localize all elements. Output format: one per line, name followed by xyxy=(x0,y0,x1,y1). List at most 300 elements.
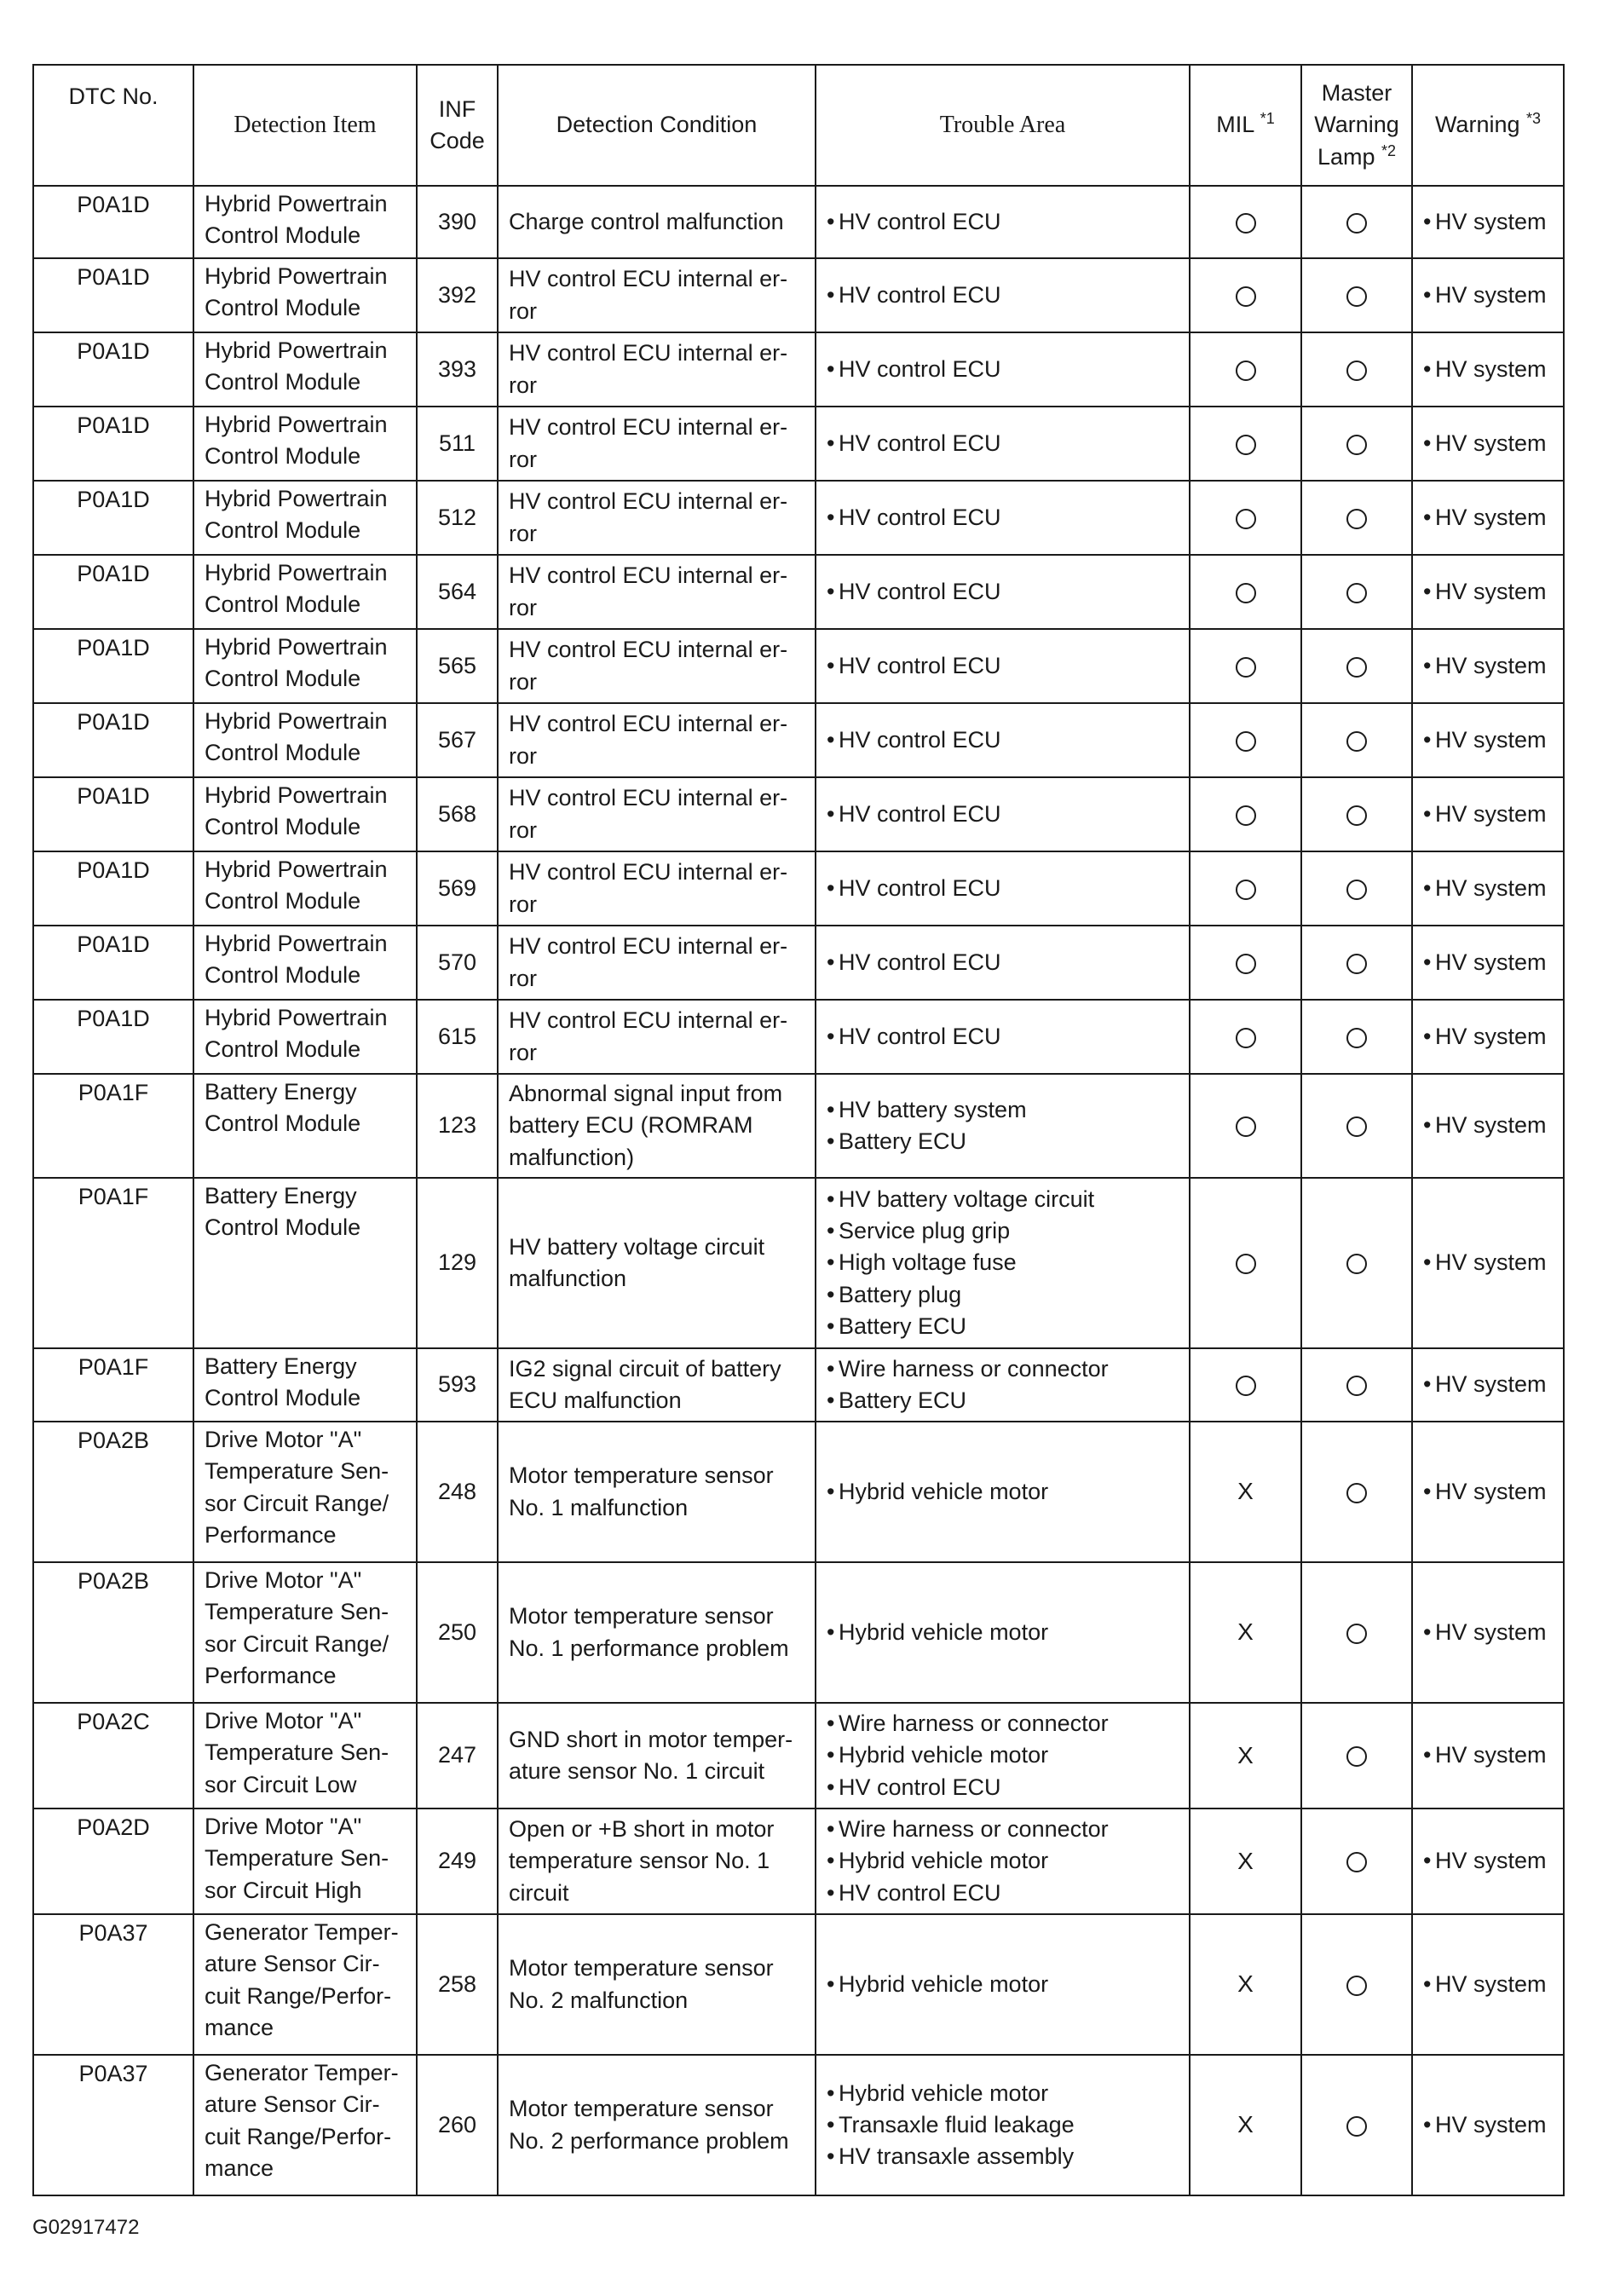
circle-mark-icon xyxy=(1346,880,1367,900)
warning-item: • HV system xyxy=(1423,1247,1556,1278)
trouble-area-cell xyxy=(816,2055,1190,2195)
mil-cell xyxy=(1190,2055,1301,2195)
condition-line: ror xyxy=(509,742,537,769)
condition-line: HV control ECU internal er- xyxy=(509,562,788,589)
detection-item-line: Drive Motor "A" xyxy=(205,1567,362,1593)
detection-item-line: sor Circuit Range/ xyxy=(205,1630,389,1657)
mil-cell xyxy=(1190,258,1301,332)
warning-cell xyxy=(1412,1178,1564,1348)
warning-cell xyxy=(1412,1703,1564,1809)
detection-item-cell xyxy=(193,1178,417,1348)
document-code: G02917472 xyxy=(32,2216,140,2239)
trouble-area-cell xyxy=(816,407,1190,481)
detection-item-cell xyxy=(193,851,417,926)
trouble-area-cell xyxy=(816,629,1190,703)
warning-item: • HV system xyxy=(1423,1369,1556,1400)
circle-mark-icon xyxy=(1346,2116,1367,2137)
trouble-area-item: • HV control ECU xyxy=(827,428,1182,459)
circle-mark-icon xyxy=(1236,509,1256,529)
inf-code-cell: 564 xyxy=(417,555,498,629)
header-master-warning-lamp: Master Warning Lamp $^{*2}$ xyxy=(1301,65,1412,186)
condition-line: ror xyxy=(509,816,537,843)
detection-item-line: Control Module xyxy=(205,369,361,395)
warning-item: • HV system xyxy=(1423,1969,1556,2000)
trouble-area-cell xyxy=(816,1809,1190,1914)
condition-line: No. 2 performance problem xyxy=(509,2127,789,2154)
trouble-area-item: • HV control ECU xyxy=(827,650,1182,682)
warning-item: • HV system xyxy=(1423,502,1556,534)
dtc-number-cell: P0A37 xyxy=(33,2055,193,2195)
warning-cell xyxy=(1412,407,1564,481)
condition-line: HV control ECU internal er- xyxy=(509,711,788,737)
warning-cell xyxy=(1412,1422,1564,1562)
warning-cell xyxy=(1412,851,1564,926)
inf-code-cell: 258 xyxy=(417,1914,498,2055)
table-row xyxy=(33,629,1564,703)
detection-condition-cell xyxy=(498,1178,816,1348)
trouble-area-cell xyxy=(816,703,1190,777)
trouble-area-item: • HV battery voltage circuit xyxy=(827,1184,1182,1215)
table-row xyxy=(33,1703,1564,1809)
trouble-area-cell xyxy=(816,1074,1190,1178)
condition-line: HV control ECU internal er- xyxy=(509,933,788,960)
table-row xyxy=(33,851,1564,926)
warning-item: • HV system xyxy=(1423,1739,1556,1771)
detection-item-line: Hybrid Powertrain xyxy=(205,782,388,808)
dtc-number-cell: P0A1D xyxy=(33,629,193,703)
detection-item-cell xyxy=(193,1422,417,1562)
master-warning-lamp-cell xyxy=(1301,1074,1412,1178)
inf-code-cell: 569 xyxy=(417,851,498,926)
detection-item-cell xyxy=(193,629,417,703)
dtc-number-cell: P0A1D xyxy=(33,851,193,926)
detection-item-cell xyxy=(193,1562,417,1703)
mil-cell xyxy=(1190,1000,1301,1074)
detection-item-line: cuit Range/Perfor- xyxy=(205,2123,392,2149)
detection-item-line: Hybrid Powertrain xyxy=(205,857,388,882)
trouble-area-item: • High voltage fuse xyxy=(827,1247,1182,1278)
mil-cell xyxy=(1190,703,1301,777)
detection-item-line: mance xyxy=(205,2014,274,2040)
trouble-area-item: • Hybrid vehicle motor xyxy=(827,1969,1182,2000)
condition-line: ECU malfunction xyxy=(509,1387,682,1413)
circle-mark-icon xyxy=(1236,435,1256,455)
mil-cell xyxy=(1190,186,1301,258)
master-warning-lamp-cell xyxy=(1301,629,1412,703)
master-warning-lamp-cell xyxy=(1301,481,1412,555)
circle-mark-icon xyxy=(1236,213,1256,234)
detection-item-line: Control Module xyxy=(205,295,361,321)
dtc-number-cell: P0A2B xyxy=(33,1422,193,1562)
detection-item-line: Generator Temper- xyxy=(205,2060,399,2085)
trouble-area-item: • HV control ECU xyxy=(827,502,1182,534)
warning-item: • HV system xyxy=(1423,206,1556,238)
x-mark: X xyxy=(1237,1741,1254,1768)
trouble-area-item: • HV control ECU xyxy=(827,354,1182,385)
mil-cell xyxy=(1190,1178,1301,1348)
condition-line: No. 1 malfunction xyxy=(509,1494,689,1520)
dtc-number-cell: P0A1D xyxy=(33,481,193,555)
trouble-area-item: • Hybrid vehicle motor xyxy=(827,1845,1182,1877)
dtc-number-cell: P0A2D xyxy=(33,1809,193,1914)
trouble-area-cell xyxy=(816,851,1190,926)
mil-cell xyxy=(1190,1562,1301,1703)
header-inf-code: INF Code xyxy=(417,65,498,186)
detection-condition-cell xyxy=(498,186,816,258)
mil-cell xyxy=(1190,555,1301,629)
inf-code-cell: 249 xyxy=(417,1809,498,1914)
trouble-area-cell xyxy=(816,258,1190,332)
circle-mark-icon xyxy=(1236,361,1256,381)
master-warning-lamp-cell xyxy=(1301,1348,1412,1422)
warning-item: • HV system xyxy=(1423,576,1556,608)
x-mark: X xyxy=(1237,1618,1254,1646)
mil-cell xyxy=(1190,481,1301,555)
detection-item-line: Control Module xyxy=(205,962,361,989)
detection-item-line: Control Module xyxy=(205,814,361,840)
warning-item: • HV system xyxy=(1423,280,1556,311)
table-header xyxy=(33,65,1564,186)
detection-item-line: Generator Temper- xyxy=(205,1919,399,1945)
mil-cell xyxy=(1190,629,1301,703)
trouble-area-cell xyxy=(816,1000,1190,1074)
circle-mark-icon xyxy=(1346,213,1367,234)
trouble-area-cell xyxy=(816,777,1190,851)
inf-code-cell: 123 xyxy=(417,1074,498,1178)
mil-cell xyxy=(1190,407,1301,481)
detection-condition-cell xyxy=(498,332,816,407)
table-row xyxy=(33,1074,1564,1178)
condition-line: HV control ECU internal er- xyxy=(509,488,788,515)
condition-line: HV control ECU internal er- xyxy=(509,637,788,663)
circle-mark-icon xyxy=(1236,286,1256,307)
condition-line: GND short in motor temper- xyxy=(509,1726,793,1752)
trouble-area-cell xyxy=(816,555,1190,629)
master-warning-lamp-cell xyxy=(1301,1178,1412,1348)
trouble-area-cell xyxy=(816,1562,1190,1703)
condition-line: ature sensor No. 1 circuit xyxy=(509,1758,765,1784)
condition-line: malfunction) xyxy=(509,1144,635,1170)
inf-code-cell: 393 xyxy=(417,332,498,407)
trouble-area-item: • Wire harness or connector xyxy=(827,1353,1182,1385)
trouble-area-cell xyxy=(816,1178,1190,1348)
trouble-area-cell xyxy=(816,1422,1190,1562)
condition-line: Motor temperature sensor xyxy=(509,1603,774,1630)
trouble-area-item: • HV control ECU xyxy=(827,1021,1182,1053)
detection-condition-cell xyxy=(498,851,816,926)
detection-item-cell xyxy=(193,703,417,777)
table-row xyxy=(33,2055,1564,2195)
mil-cell xyxy=(1190,1348,1301,1422)
circle-mark-icon xyxy=(1346,1976,1367,1996)
dtc-number-cell: P0A1D xyxy=(33,258,193,332)
circle-mark-icon xyxy=(1346,1116,1367,1137)
detection-item-cell xyxy=(193,1914,417,2055)
detection-item-line: Control Module xyxy=(205,666,361,692)
master-warning-lamp-cell xyxy=(1301,407,1412,481)
x-mark: X xyxy=(1237,1847,1254,1874)
table-row xyxy=(33,1000,1564,1074)
detection-condition-cell xyxy=(498,1914,816,2055)
table-row xyxy=(33,1914,1564,2055)
table-row xyxy=(33,703,1564,777)
detection-item-line: Performance xyxy=(205,1662,337,1688)
warning-cell xyxy=(1412,481,1564,555)
inf-code-cell: 512 xyxy=(417,481,498,555)
detection-item-line: Performance xyxy=(205,1521,337,1548)
table-row xyxy=(33,407,1564,481)
dtc-number-cell: P0A1D xyxy=(33,555,193,629)
trouble-area-item: • Battery ECU xyxy=(827,1311,1182,1342)
detection-item-cell xyxy=(193,186,417,258)
master-warning-lamp-cell xyxy=(1301,1422,1412,1562)
warning-cell xyxy=(1412,926,1564,1000)
detection-item-line: cuit Range/Perfor- xyxy=(205,1982,392,2009)
trouble-area-cell xyxy=(816,1348,1190,1422)
table-row xyxy=(33,258,1564,332)
trouble-area-item: • Service plug grip xyxy=(827,1215,1182,1247)
detection-item-line: ature Sensor Cir- xyxy=(205,1951,380,1977)
detection-item-line: Hybrid Powertrain xyxy=(205,263,388,289)
trouble-area-cell xyxy=(816,186,1190,258)
detection-item-line: Temperature Sen- xyxy=(205,1739,389,1766)
circle-mark-icon xyxy=(1346,1483,1367,1503)
table-body xyxy=(33,186,1564,2195)
table-row xyxy=(33,1348,1564,1422)
detection-item-line: sor Circuit Low xyxy=(205,1771,357,1797)
detection-condition-cell xyxy=(498,1809,816,1914)
master-warning-lamp-cell xyxy=(1301,332,1412,407)
circle-mark-icon xyxy=(1236,880,1256,900)
condition-line: HV control ECU internal er- xyxy=(509,1007,788,1034)
circle-mark-icon xyxy=(1346,657,1367,678)
x-mark: X xyxy=(1237,1478,1254,1505)
circle-mark-icon xyxy=(1236,657,1256,678)
condition-line: HV control ECU internal er- xyxy=(509,340,788,366)
condition-line: Charge control malfunction xyxy=(509,208,784,234)
detection-item-line: Hybrid Powertrain xyxy=(205,1005,388,1030)
warning-item: • HV system xyxy=(1423,724,1556,756)
circle-mark-icon xyxy=(1346,361,1367,381)
detection-item-line: Hybrid Powertrain xyxy=(205,486,388,511)
dtc-number-cell: P0A2C xyxy=(33,1703,193,1809)
inf-code-cell: 250 xyxy=(417,1562,498,1703)
table-row xyxy=(33,481,1564,555)
header-detection-item: Detection Item xyxy=(193,65,417,186)
dtc-number-cell: P0A1D xyxy=(33,407,193,481)
master-warning-lamp-cell xyxy=(1301,1809,1412,1914)
detection-item-line: Control Module xyxy=(205,1036,361,1063)
detection-item-line: Battery Energy xyxy=(205,1183,357,1209)
detection-condition-cell xyxy=(498,481,816,555)
mwl-footnote: *2 xyxy=(1381,141,1397,159)
inf-code-cell: 392 xyxy=(417,258,498,332)
trouble-area-item: • HV battery system xyxy=(827,1094,1182,1126)
circle-mark-icon xyxy=(1236,1028,1256,1048)
table-row xyxy=(33,555,1564,629)
circle-mark-icon xyxy=(1346,1376,1367,1396)
circle-mark-icon xyxy=(1346,509,1367,529)
inf-code-cell: 247 xyxy=(417,1703,498,1809)
trouble-area-item: • Hybrid vehicle motor xyxy=(827,1476,1182,1508)
inf-code-cell: 570 xyxy=(417,926,498,1000)
detection-item-line: Control Module xyxy=(205,591,361,618)
dtc-number-cell: P0A1D xyxy=(33,332,193,407)
warning-cell xyxy=(1412,1000,1564,1074)
warning-cell xyxy=(1412,1074,1564,1178)
trouble-area-item: • HV control ECU xyxy=(827,873,1182,904)
table-row xyxy=(33,926,1564,1000)
detection-condition-cell xyxy=(498,407,816,481)
dtc-number-cell: P0A37 xyxy=(33,1914,193,2055)
master-warning-lamp-cell xyxy=(1301,703,1412,777)
warning-cell xyxy=(1412,1914,1564,2055)
trouble-area-item: • Hybrid vehicle motor xyxy=(827,1739,1182,1771)
condition-line: HV control ECU internal er- xyxy=(509,414,788,441)
detection-condition-cell xyxy=(498,258,816,332)
mil-footnote: *1 xyxy=(1260,110,1275,128)
condition-line: ror xyxy=(509,1039,537,1065)
detection-item-cell xyxy=(193,332,417,407)
detection-item-line: Control Module xyxy=(205,1111,361,1137)
header-detection-condition: Detection Condition xyxy=(498,65,816,186)
header-mil: MIL $^{*1}$ xyxy=(1190,65,1301,186)
trouble-area-item: • Hybrid vehicle motor xyxy=(827,2078,1182,2109)
condition-line: HV control ECU internal er- xyxy=(509,266,788,292)
trouble-area-item: • HV control ECU xyxy=(827,1878,1182,1909)
detection-item-line: Hybrid Powertrain xyxy=(205,708,388,734)
trouble-area-item: • HV control ECU xyxy=(827,280,1182,311)
warning-cell xyxy=(1412,2055,1564,2195)
circle-mark-icon xyxy=(1346,1852,1367,1872)
detection-item-cell xyxy=(193,1348,417,1422)
trouble-area-item: • HV control ECU xyxy=(827,724,1182,756)
warning-cell xyxy=(1412,258,1564,332)
warning-cell xyxy=(1412,777,1564,851)
warning-footnote: *3 xyxy=(1526,110,1542,128)
master-warning-lamp-cell xyxy=(1301,1703,1412,1809)
dtc-number-cell: P0A1F xyxy=(33,1074,193,1178)
detection-item-line: Battery Energy xyxy=(205,1079,357,1105)
detection-item-line: Control Module xyxy=(205,1214,361,1241)
condition-line: ror xyxy=(509,891,537,917)
trouble-area-item: • HV control ECU xyxy=(827,206,1182,238)
mil-cell xyxy=(1190,1703,1301,1809)
table-row xyxy=(33,332,1564,407)
master-warning-lamp-cell xyxy=(1301,258,1412,332)
trouble-area-cell xyxy=(816,481,1190,555)
warning-cell xyxy=(1412,629,1564,703)
detection-item-cell xyxy=(193,926,417,1000)
condition-line: ror xyxy=(509,372,537,398)
condition-line: No. 2 malfunction xyxy=(509,1987,689,2013)
trouble-area-cell xyxy=(816,332,1190,407)
header-row xyxy=(33,65,1564,186)
trouble-area-item: • HV control ECU xyxy=(827,947,1182,978)
inf-code-cell: 260 xyxy=(417,2055,498,2195)
dtc-number-cell: P0A1D xyxy=(33,186,193,258)
circle-mark-icon xyxy=(1236,1376,1256,1396)
header-dtc-no: DTC No. xyxy=(33,65,193,186)
detection-item-cell xyxy=(193,2055,417,2195)
inf-code-cell: 593 xyxy=(417,1348,498,1422)
circle-mark-icon xyxy=(1346,1624,1367,1644)
inf-code-cell: 615 xyxy=(417,1000,498,1074)
detection-item-line: Hybrid Powertrain xyxy=(205,560,388,586)
warning-cell xyxy=(1412,1562,1564,1703)
detection-item-line: ature Sensor Cir- xyxy=(205,2091,380,2118)
detection-item-cell xyxy=(193,258,417,332)
warning-cell xyxy=(1412,703,1564,777)
table-row xyxy=(33,777,1564,851)
dtc-number-cell: P0A1F xyxy=(33,1348,193,1422)
detection-item-cell xyxy=(193,777,417,851)
detection-item-line: Hybrid Powertrain xyxy=(205,337,388,363)
condition-line: Motor temperature sensor xyxy=(509,1955,774,1982)
detection-item-cell xyxy=(193,555,417,629)
condition-line: HV battery voltage circuit xyxy=(509,1233,765,1260)
circle-mark-icon xyxy=(1236,1254,1256,1274)
warning-item: • HV system xyxy=(1423,354,1556,385)
trouble-area-item: • Battery ECU xyxy=(827,1385,1182,1416)
detection-item-line: Battery Energy xyxy=(205,1353,357,1379)
dtc-number-cell: P0A1D xyxy=(33,777,193,851)
detection-condition-cell xyxy=(498,555,816,629)
detection-item-line: Control Module xyxy=(205,517,361,544)
inf-code-cell: 248 xyxy=(417,1422,498,1562)
trouble-area-cell xyxy=(816,926,1190,1000)
inf-code-cell: 390 xyxy=(417,186,498,258)
detection-item-line: Temperature Sen- xyxy=(205,1458,389,1485)
table-row xyxy=(33,1422,1564,1562)
trouble-area-cell xyxy=(816,1914,1190,2055)
detection-item-line: Hybrid Powertrain xyxy=(205,412,388,437)
table-row xyxy=(33,1178,1564,1348)
circle-mark-icon xyxy=(1346,1254,1367,1274)
condition-line: No. 1 performance problem xyxy=(509,1635,789,1661)
circle-mark-icon xyxy=(1346,805,1367,826)
condition-line: Motor temperature sensor xyxy=(509,1462,774,1489)
master-warning-lamp-cell xyxy=(1301,1000,1412,1074)
trouble-area-item: • Wire harness or connector xyxy=(827,1814,1182,1845)
warning-cell xyxy=(1412,555,1564,629)
master-warning-lamp-cell xyxy=(1301,555,1412,629)
condition-line: ror xyxy=(509,668,537,695)
detection-condition-cell xyxy=(498,1703,816,1809)
detection-item-line: Hybrid Powertrain xyxy=(205,634,388,660)
detection-item-line: sor Circuit High xyxy=(205,1877,362,1903)
inf-code-cell: 511 xyxy=(417,407,498,481)
circle-mark-icon xyxy=(1236,1116,1256,1137)
condition-line: IG2 signal circuit of battery xyxy=(509,1355,781,1382)
dtc-number-cell: P0A1F xyxy=(33,1178,193,1348)
circle-mark-icon xyxy=(1346,1746,1367,1767)
detection-item-line: Drive Motor "A" xyxy=(205,1708,362,1734)
circle-mark-icon xyxy=(1346,286,1367,307)
trouble-area-item: • HV transaxle assembly xyxy=(827,2141,1182,2172)
detection-item-line: Control Module xyxy=(205,740,361,766)
detection-item-cell xyxy=(193,481,417,555)
circle-mark-icon xyxy=(1346,435,1367,455)
inf-code-cell: 565 xyxy=(417,629,498,703)
dtc-number-cell: P0A1D xyxy=(33,926,193,1000)
warning-item: • HV system xyxy=(1423,873,1556,904)
detection-condition-cell xyxy=(498,1562,816,1703)
trouble-area-cell xyxy=(816,1703,1190,1809)
trouble-area-item: • Battery ECU xyxy=(827,1126,1182,1157)
circle-mark-icon xyxy=(1236,731,1256,752)
warning-cell xyxy=(1412,332,1564,407)
